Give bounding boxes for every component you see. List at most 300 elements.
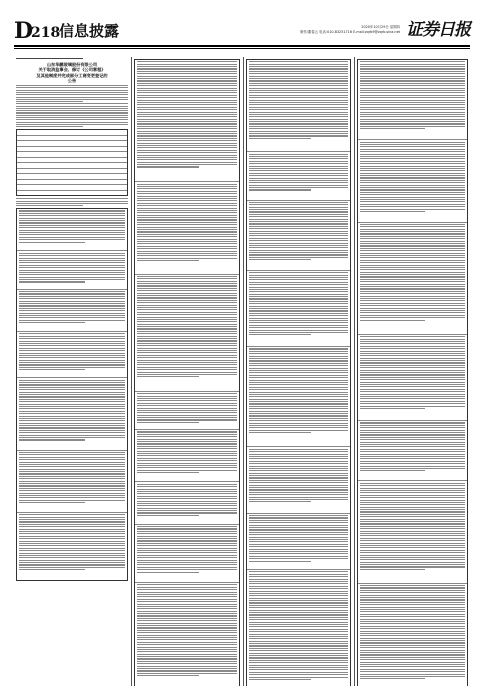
text-line [137, 285, 237, 286]
text-line [360, 276, 465, 277]
text-line [19, 293, 125, 294]
text-line [19, 320, 125, 321]
text-line [360, 209, 465, 210]
text-line [249, 571, 348, 572]
text-line [19, 545, 125, 546]
text-line [360, 355, 465, 356]
text-line [137, 352, 237, 353]
text-line [249, 529, 348, 530]
text-line [360, 533, 465, 534]
text-line [360, 83, 465, 84]
text-line [19, 497, 125, 498]
text-line [137, 135, 237, 136]
text-line [249, 394, 348, 395]
text-line [249, 104, 348, 105]
text-line [249, 202, 348, 203]
text-line [360, 485, 465, 486]
text-line [360, 180, 465, 181]
text-line [249, 100, 348, 101]
text-line [137, 317, 237, 318]
text-line [137, 627, 237, 628]
text-line [360, 547, 465, 548]
text-line [19, 274, 125, 275]
text-line [249, 170, 348, 171]
text-line [137, 625, 237, 626]
text-line [137, 345, 237, 346]
text-line [249, 173, 348, 174]
text-line [360, 595, 465, 596]
text-line [137, 434, 237, 435]
text-line [137, 431, 237, 432]
text-line [137, 95, 237, 96]
text-line [137, 635, 237, 636]
text-line [360, 514, 465, 515]
text-line [137, 85, 237, 86]
text-line [249, 593, 348, 594]
text-line [360, 650, 465, 651]
text-line [360, 451, 465, 452]
text-line [137, 331, 237, 332]
text-line [19, 369, 85, 370]
text-line [249, 102, 348, 103]
text-line [249, 330, 348, 331]
text-line [249, 408, 348, 409]
text-line [360, 260, 465, 261]
text-line [19, 481, 125, 482]
text-line [360, 173, 465, 174]
text-line [249, 235, 348, 236]
text-line [360, 488, 465, 489]
text-line [137, 453, 237, 454]
text-line [137, 604, 237, 605]
text-line [360, 437, 465, 438]
text-line [249, 581, 348, 582]
text-line [360, 490, 465, 491]
text-line [360, 317, 465, 318]
text-line [137, 642, 237, 643]
text-line [19, 232, 125, 233]
text-line [249, 415, 348, 416]
text-line [249, 282, 348, 283]
text-line [360, 175, 465, 176]
text-line [360, 92, 465, 93]
text-line [137, 501, 237, 502]
text-line [249, 420, 348, 421]
text-line [137, 592, 237, 593]
text-line [137, 107, 237, 108]
text-line [19, 553, 125, 554]
section-title: 信息披露 [59, 22, 120, 40]
text-line [249, 430, 348, 431]
editor-contact: 制作/董春云 电话:010-83251716 E-mail:zqrb9@zqrb.sina.net [299, 30, 400, 34]
text-line [137, 374, 237, 375]
text-line [249, 669, 348, 670]
text-line [137, 88, 237, 89]
text-line [249, 245, 348, 246]
text-line [360, 310, 465, 311]
text-line [137, 112, 237, 113]
text-line [360, 68, 465, 69]
text-line [249, 549, 348, 550]
text-line [360, 358, 465, 359]
text-line [360, 291, 465, 292]
text-line [249, 166, 348, 167]
text-line [137, 543, 237, 544]
text-line [249, 626, 348, 627]
text-line [19, 529, 125, 530]
text-line [360, 647, 465, 648]
text-line [19, 338, 125, 339]
text-line [249, 387, 348, 388]
text-line [249, 254, 348, 255]
text-line [360, 90, 465, 91]
text-line [137, 321, 237, 322]
text-line [249, 406, 348, 407]
text-line [249, 252, 348, 253]
text-line [360, 204, 465, 205]
text-line [137, 193, 237, 194]
text-line [19, 418, 125, 419]
text-line [137, 278, 237, 279]
text-line [19, 439, 85, 440]
text-line [19, 213, 125, 214]
text-line [19, 526, 125, 527]
text-line [249, 207, 348, 208]
text-line [137, 336, 237, 337]
text-line [137, 448, 237, 449]
text-line [137, 251, 237, 252]
text-line [249, 451, 348, 452]
text-line [19, 541, 125, 542]
text-line [249, 449, 348, 450]
amendment-table [134, 59, 240, 686]
text-line [360, 119, 465, 120]
text-line [360, 189, 465, 190]
text-line [137, 143, 237, 144]
text-line [137, 536, 237, 537]
text-line [137, 417, 237, 418]
text-line [249, 66, 348, 67]
text-line [360, 372, 465, 373]
text-line [360, 386, 465, 387]
text-line [137, 200, 237, 201]
text-line [360, 269, 465, 270]
text-line [137, 97, 237, 98]
text-line [249, 456, 348, 457]
text-line [249, 322, 348, 323]
text-line [19, 408, 125, 409]
text-line [360, 394, 465, 395]
text-line [137, 620, 237, 621]
text-line [19, 517, 125, 518]
text-line [249, 175, 348, 176]
text-line [137, 412, 237, 413]
text-line [360, 192, 465, 193]
text-line [249, 240, 348, 241]
text-line [249, 475, 348, 476]
text-line [249, 636, 348, 637]
text-line [360, 88, 465, 89]
text-line [137, 83, 237, 84]
text-line [137, 255, 237, 256]
text-line [360, 497, 465, 498]
text-line [249, 602, 348, 603]
text-line [137, 422, 199, 423]
text-line [19, 485, 125, 486]
text-line [19, 387, 125, 388]
text-line [19, 411, 125, 412]
text-line [137, 396, 237, 397]
text-line [249, 665, 348, 666]
text-line [249, 648, 348, 649]
text-line [360, 177, 465, 178]
text-line [360, 343, 465, 344]
text-line [137, 496, 237, 497]
text-line [19, 471, 125, 472]
text-line [137, 658, 237, 659]
text-line [19, 560, 125, 561]
text-line [137, 227, 237, 228]
text-line [249, 470, 348, 471]
text-line [360, 293, 465, 294]
text-line [249, 497, 348, 498]
text-line [360, 71, 465, 72]
text-line [249, 365, 348, 366]
text-line [249, 327, 348, 328]
text-line [360, 248, 465, 249]
text-line [360, 187, 465, 188]
text-line [249, 214, 348, 215]
text-line [360, 336, 465, 337]
text-line [137, 64, 237, 65]
text-line [360, 154, 465, 155]
text-line [137, 637, 237, 638]
text-line [249, 211, 348, 212]
text-line [360, 151, 465, 152]
text-line [19, 322, 85, 323]
text-line [360, 526, 465, 527]
text-line [249, 257, 348, 258]
text-line [249, 662, 348, 663]
text-line [137, 243, 237, 244]
text-line [249, 612, 348, 613]
text-line [137, 297, 237, 298]
text-line [360, 168, 465, 169]
text-line [137, 188, 237, 189]
text-line [249, 228, 348, 229]
text-line [249, 156, 348, 157]
text-line [137, 114, 237, 115]
text-line [360, 439, 465, 440]
text-line [360, 461, 465, 462]
text-line [137, 248, 237, 249]
text-line [360, 614, 465, 615]
text-line [137, 340, 237, 341]
text-line [249, 527, 348, 528]
text-line [360, 253, 465, 254]
text-line [249, 653, 348, 654]
text-line [360, 483, 465, 484]
text-line [360, 657, 465, 658]
text-line [360, 623, 465, 624]
text-line [137, 338, 237, 339]
text-line [360, 236, 465, 237]
text-line [249, 95, 348, 96]
text-line [19, 543, 125, 544]
text-line [360, 408, 425, 409]
text-line [137, 649, 237, 650]
text-line [19, 210, 125, 211]
text-line [137, 152, 237, 153]
text-line [249, 301, 348, 302]
text-line [360, 229, 465, 230]
text-line [137, 552, 237, 553]
text-line [137, 555, 237, 556]
text-line [249, 657, 348, 658]
text-line [360, 449, 465, 450]
text-line [137, 666, 237, 667]
text-line [249, 655, 348, 656]
text-line [249, 392, 348, 393]
text-line [137, 78, 237, 79]
text-line [249, 631, 348, 632]
text-line [249, 432, 311, 433]
text-line [249, 629, 348, 630]
text-line [249, 187, 348, 188]
text-line [249, 492, 348, 493]
text-line [360, 470, 425, 471]
text-line [249, 238, 348, 239]
text-line [19, 270, 125, 271]
text-line [137, 550, 237, 551]
text-line [19, 303, 125, 304]
text-line [137, 661, 237, 662]
text-line [360, 308, 465, 309]
text-line [137, 589, 237, 590]
text-line [360, 288, 465, 289]
data-table [16, 129, 128, 196]
text-line [137, 367, 237, 368]
text-line [137, 419, 237, 420]
text-line [137, 560, 237, 561]
text-line [360, 170, 465, 171]
text-line [360, 552, 465, 553]
text-line [360, 315, 465, 316]
text-line [249, 231, 348, 232]
text-line [137, 293, 237, 294]
text-line [19, 538, 125, 539]
text-line [137, 400, 237, 401]
text-line [360, 607, 465, 608]
text-line [360, 76, 465, 77]
text-line [360, 507, 465, 508]
text-line [19, 413, 125, 414]
text-line [360, 64, 465, 65]
text-line [360, 664, 465, 665]
text-line [137, 498, 237, 499]
text-line [360, 245, 465, 246]
text-line [360, 370, 465, 371]
text-line [249, 64, 348, 65]
text-line [19, 265, 125, 266]
column-3 [246, 57, 351, 686]
text-line [19, 355, 125, 356]
text-line [19, 341, 125, 342]
text-line [360, 519, 465, 520]
text-line [360, 142, 465, 143]
text-line [249, 372, 348, 373]
text-line [360, 666, 465, 667]
text-line [19, 380, 125, 381]
text-line [137, 398, 237, 399]
text-line [360, 456, 465, 457]
text-line [19, 239, 125, 240]
text-line [137, 203, 237, 204]
text-line [249, 107, 348, 108]
text-line [249, 259, 311, 260]
text-line [360, 535, 465, 536]
text-line [19, 437, 125, 438]
text-line [360, 674, 465, 675]
text-line [249, 306, 348, 307]
text-line [249, 80, 348, 81]
text-line [19, 333, 125, 334]
text-line [249, 221, 348, 222]
text-line [249, 588, 348, 589]
text-line [137, 73, 237, 74]
text-line [19, 476, 125, 477]
text-line [360, 557, 465, 558]
text-line [137, 300, 237, 301]
text-line [249, 368, 348, 369]
text-line [249, 296, 348, 297]
text-line [137, 606, 237, 607]
amendment-table [16, 208, 128, 581]
text-line [249, 133, 348, 134]
text-line [360, 492, 465, 493]
text-line [137, 295, 237, 296]
text-line [360, 146, 465, 147]
text-line [360, 241, 465, 242]
text-line [137, 584, 237, 585]
text-line [249, 209, 348, 210]
text-line [19, 514, 125, 515]
text-line [249, 313, 348, 314]
text-line [360, 550, 465, 551]
text-line [19, 234, 125, 235]
text-line [19, 357, 125, 358]
text-line [249, 660, 348, 661]
text-line [360, 182, 465, 183]
text-line [360, 466, 465, 467]
amendment-table [357, 59, 468, 686]
text-line [360, 604, 465, 605]
text-line [360, 652, 465, 653]
text-line [137, 599, 237, 600]
text-line [360, 500, 465, 501]
text-line [137, 670, 237, 671]
text-line [249, 332, 348, 333]
text-line [137, 668, 237, 669]
text-line [360, 599, 465, 600]
text-line [360, 616, 465, 617]
column-divider [243, 57, 244, 686]
text-line [249, 480, 348, 481]
text-line [19, 427, 125, 428]
text-line [19, 425, 125, 426]
text-line [137, 493, 237, 494]
text-line [249, 544, 348, 545]
